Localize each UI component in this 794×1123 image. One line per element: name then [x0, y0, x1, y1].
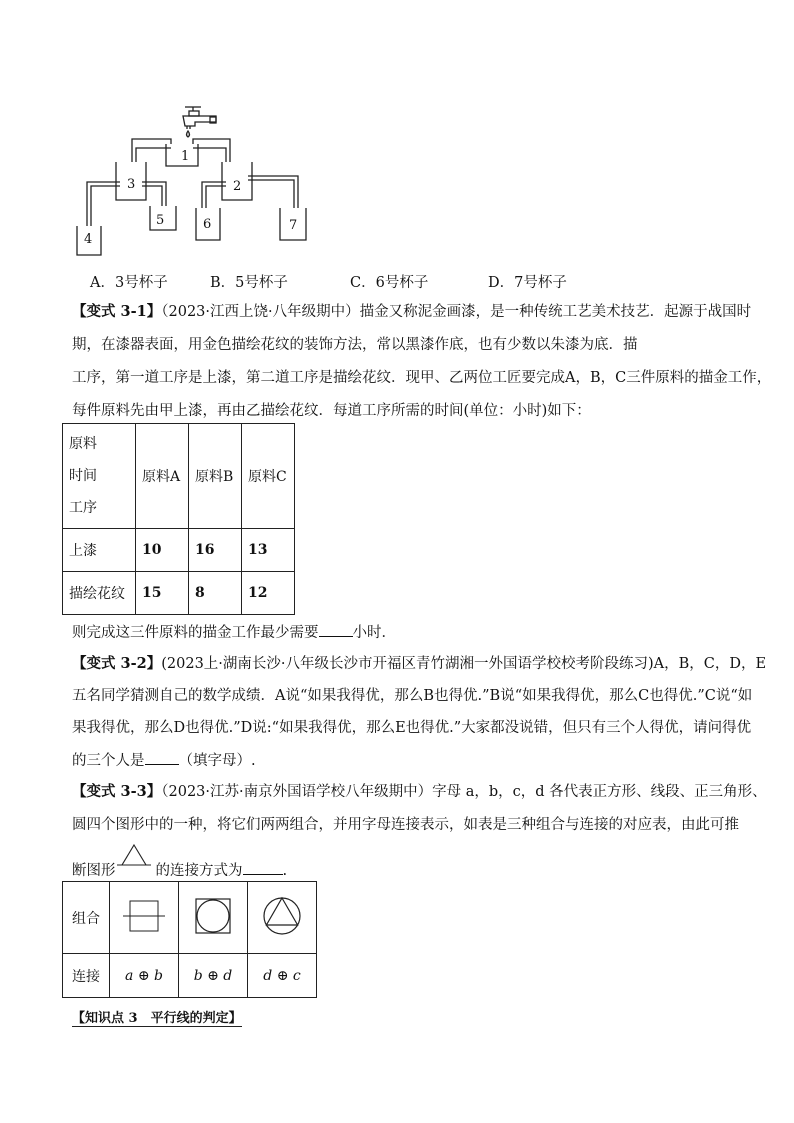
cup-label-5: 5: [156, 213, 165, 228]
column-material-a: 原料A: [136, 424, 189, 529]
table-cell: 12: [242, 572, 295, 615]
answer-blank[interactable]: [243, 860, 283, 875]
cup-label-2: 2: [233, 179, 242, 194]
square-with-circle-icon: [188, 891, 238, 941]
cup-label-1: 1: [181, 149, 190, 164]
table-cell: 13: [242, 529, 295, 572]
cup-label-7: 7: [289, 218, 298, 233]
table-cell: 10: [136, 529, 189, 572]
connection-cell: b ⊕ d: [179, 954, 248, 998]
table-header-corner: 原料 时间 工序: [63, 424, 136, 529]
answer-blank[interactable]: [145, 750, 179, 765]
cup-label-3: 3: [127, 177, 136, 192]
table-cell: 8: [189, 572, 242, 615]
row-label-lacquer: 上漆: [63, 529, 136, 572]
connection-cell: a ⊕ b: [110, 954, 179, 998]
variant31-line1: 【变式 3-1】（2023·江西上饶·八年级期中）描金又称泥金画漆，是一种传统工艺美术技艺．起源于战国时: [72, 303, 752, 320]
variant31-line4: 工序，第一道工序是上漆，第二道工序是描绘花纹．现甲、乙两位工匠要完成A，B，C三件原料的描金工作，: [72, 370, 772, 386]
variant33-line1: 【变式 3-3】（2023·江苏·南京外国语学校八年级期中）字母 a，b，c，d 各代表正方形、线段、正三角形、: [72, 783, 767, 800]
table-cell: 15: [136, 572, 189, 615]
circle-with-triangle-icon: [257, 891, 307, 941]
knowledge-point-heading: 【知识点 3 平行线的判定】: [72, 1007, 242, 1027]
variant33-line2: 圆四个图形中的一种，将它们两两组合，并用字母连接表示，如表是三种组合与连接的对应表，由此可推: [72, 817, 739, 833]
option-a: A．3号杯子: [90, 275, 168, 291]
process-time-table: [62, 423, 295, 615]
column-material-c: 原料C: [242, 424, 295, 529]
option-d: D．7号杯子: [488, 275, 567, 291]
faucet-icon: [183, 107, 216, 137]
triangle-line-figure-icon: [116, 842, 152, 872]
variant32-line4: 的三个人是 （填字母）.: [72, 750, 256, 771]
variant33-line3: 断图形 的连接方式为 .: [72, 860, 287, 881]
answer-blank[interactable]: [319, 622, 353, 637]
variant32-line1: 【变式 3-2】(2023上·湖南长沙·八年级长沙市开福区青竹湖湘一外国语学校校考阶段练习)A，B，C，D，E: [72, 655, 767, 672]
cup-label-4: 4: [84, 232, 93, 247]
variant31-line2: 期，在漆器表面，用金色描绘花纹的装饰方法，常以黑漆作底，也有少数以朱漆为底．描: [72, 337, 638, 353]
combo-square-circle: [179, 882, 248, 954]
water-pipe-diagram: [70, 100, 320, 260]
row-label-pattern: 描绘花纹: [63, 572, 136, 615]
variant32-line2: 五名同学猜测自己的数学成绩．A说“如果我得优，那么B也得优.”B说“如果我得优，那么C也得优.”C说“如: [72, 688, 753, 704]
column-material-b: 原料B: [189, 424, 242, 529]
combination-table: [62, 881, 317, 998]
cup-label-6: 6: [203, 217, 212, 232]
variant32-line3: 果我得优，那么D也得优.”D说:“如果我得优，那么E也得优.”大家都没说错，但只有三个人得优，请问得优: [72, 720, 752, 736]
row-label-combination: 组合: [63, 882, 110, 954]
table-cell: 16: [189, 529, 242, 572]
combo-square-line: [110, 882, 179, 954]
option-b: B．5号杯子: [210, 275, 288, 291]
square-with-line-icon: [119, 891, 169, 941]
row-label-connection: 连接: [63, 954, 110, 998]
variant31-line5: 每件原料先由甲上漆，再由乙描绘花纹．每道工序所需的时间(单位：小时)如下：: [72, 403, 591, 419]
connection-cell: d ⊕ c: [248, 954, 317, 998]
variant31-question: 则完成这三件原料的描金工作最少需要 小时．: [72, 622, 396, 643]
combo-circle-triangle: [248, 882, 317, 954]
option-c: C．6号杯子: [350, 275, 429, 291]
